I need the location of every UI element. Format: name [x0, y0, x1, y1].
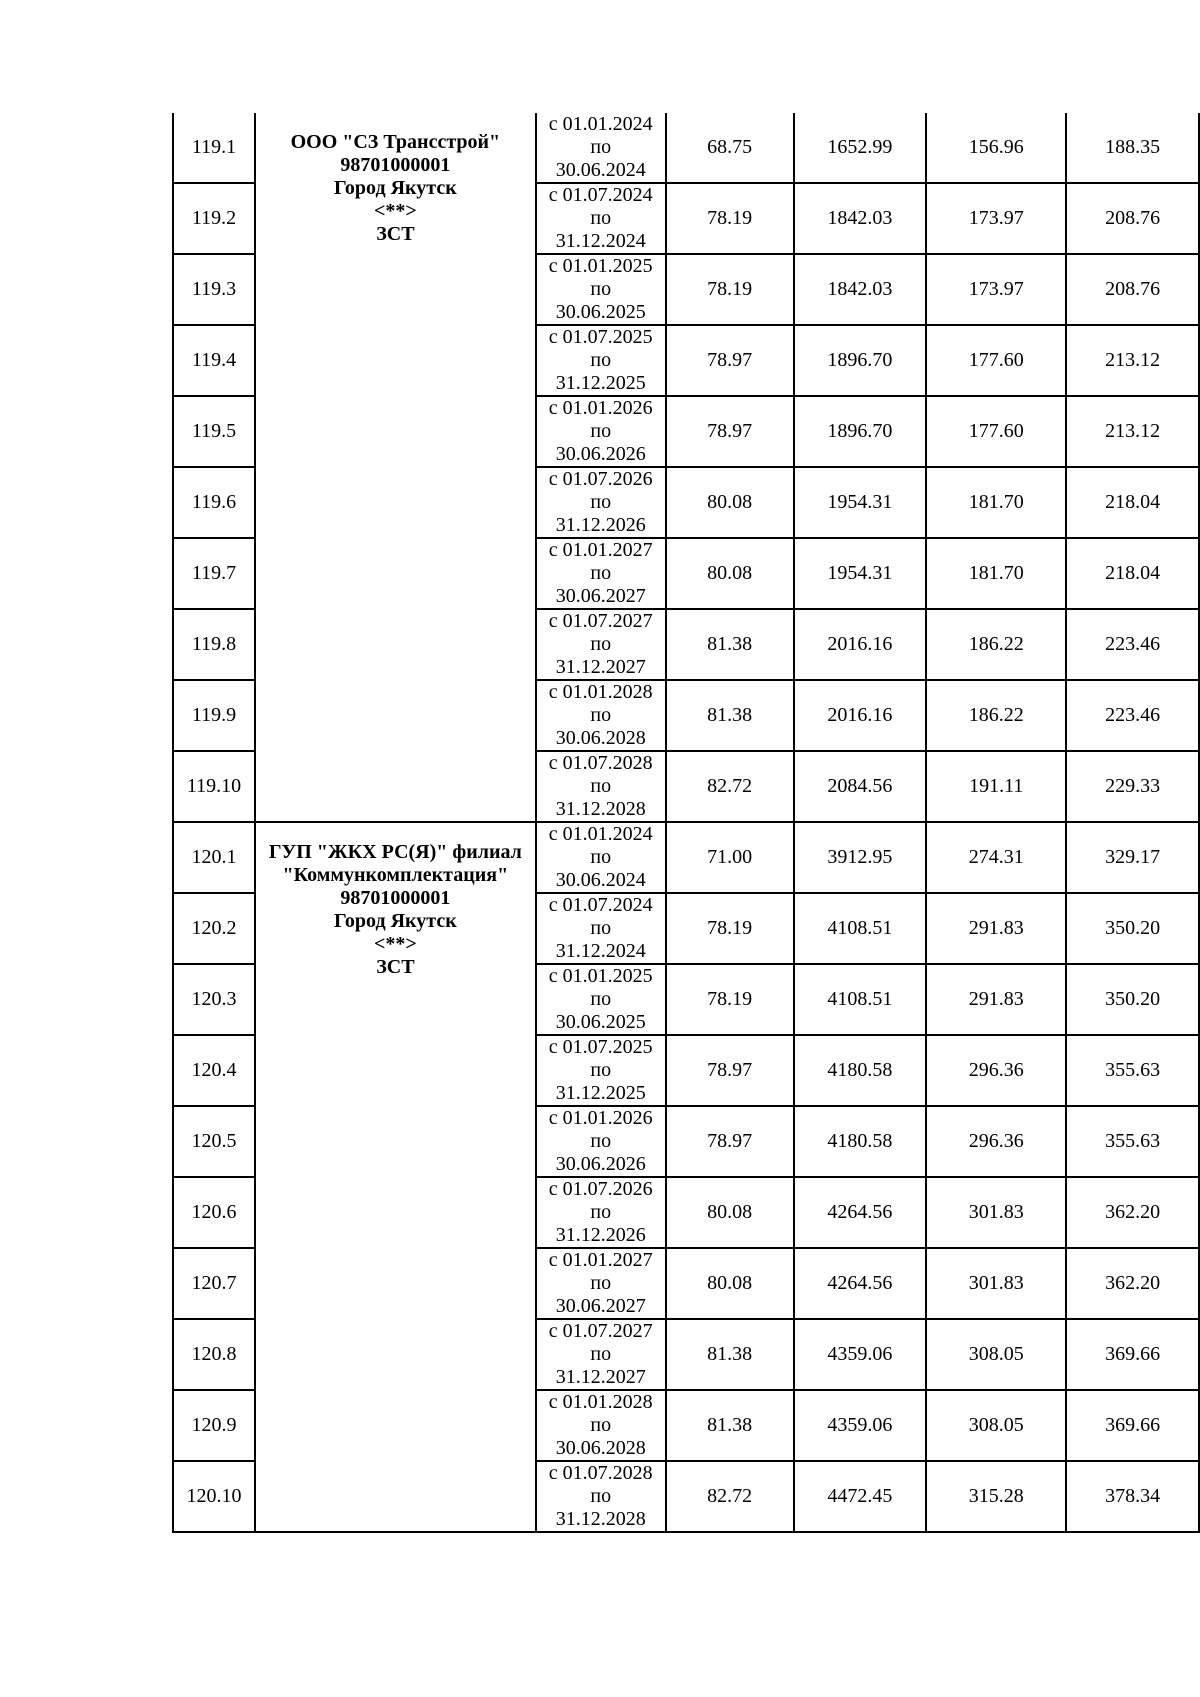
value-cell-2: 1842.03	[794, 183, 927, 254]
value-cell-3: 308.05	[926, 1319, 1066, 1390]
value-cell-4: 229.33	[1066, 751, 1199, 822]
row-number-cell: 120.10	[173, 1461, 255, 1532]
value-cell-3: 296.36	[926, 1035, 1066, 1106]
period-cell: с 01.01.2026 по 30.06.2026	[536, 396, 666, 467]
row-number-cell: 119.4	[173, 325, 255, 396]
period-cell: с 01.01.2024 по 30.06.2024	[536, 113, 666, 183]
value-cell-2: 4359.06	[794, 1319, 927, 1390]
value-cell-3: 181.70	[926, 538, 1066, 609]
period-cell: с 01.07.2024 по 31.12.2024	[536, 893, 666, 964]
value-cell-4: 369.66	[1066, 1390, 1199, 1461]
row-number-cell: 120.8	[173, 1319, 255, 1390]
row-number-cell: 119.6	[173, 467, 255, 538]
value-cell-3: 308.05	[926, 1390, 1066, 1461]
value-cell-3: 173.97	[926, 254, 1066, 325]
row-number-cell: 119.8	[173, 609, 255, 680]
value-cell-1: 81.38	[666, 680, 794, 751]
value-cell-2: 4264.56	[794, 1177, 927, 1248]
value-cell-4: 218.04	[1066, 538, 1199, 609]
value-cell-4: 350.20	[1066, 964, 1199, 1035]
value-cell-3: 181.70	[926, 467, 1066, 538]
row-number-cell: 120.5	[173, 1106, 255, 1177]
value-cell-2: 3912.95	[794, 822, 927, 893]
value-cell-1: 78.97	[666, 1035, 794, 1106]
table-row	[173, 822, 1199, 893]
value-cell-3: 177.60	[926, 325, 1066, 396]
organization-cell	[255, 113, 536, 822]
value-cell-1: 78.97	[666, 325, 794, 396]
row-number-cell: 120.2	[173, 893, 255, 964]
row-number-cell: 119.7	[173, 538, 255, 609]
value-cell-2: 1896.70	[794, 325, 927, 396]
value-cell-1: 80.08	[666, 538, 794, 609]
value-cell-4: 213.12	[1066, 325, 1199, 396]
value-cell-2: 4180.58	[794, 1035, 927, 1106]
value-cell-3: 186.22	[926, 680, 1066, 751]
value-cell-4: 218.04	[1066, 467, 1199, 538]
organization-name: ГУП "ЖКХ РС(Я)" филиал "Коммункомплектация" 98701000001 Город Якутск <**> ЗСТ	[268, 841, 522, 978]
period-cell: с 01.07.2025 по 31.12.2025	[536, 325, 666, 396]
value-cell-4: 350.20	[1066, 893, 1199, 964]
value-cell-2: 2016.16	[794, 680, 927, 751]
row-number-cell: 120.6	[173, 1177, 255, 1248]
value-cell-2: 2016.16	[794, 609, 927, 680]
value-cell-4: 355.63	[1066, 1106, 1199, 1177]
value-cell-3: 191.11	[926, 751, 1066, 822]
value-cell-4: 213.12	[1066, 396, 1199, 467]
row-number-cell: 119.1	[173, 113, 255, 183]
value-cell-3: 301.83	[926, 1177, 1066, 1248]
value-cell-3: 177.60	[926, 396, 1066, 467]
value-cell-2: 4359.06	[794, 1390, 927, 1461]
value-cell-1: 80.08	[666, 1248, 794, 1319]
row-number-cell: 119.2	[173, 183, 255, 254]
period-cell: с 01.07.2027 по 31.12.2027	[536, 609, 666, 680]
period-cell: с 01.07.2026 по 31.12.2026	[536, 1177, 666, 1248]
row-number-cell: 120.9	[173, 1390, 255, 1461]
value-cell-3: 186.22	[926, 609, 1066, 680]
period-cell: с 01.07.2024 по 31.12.2024	[536, 183, 666, 254]
value-cell-2: 2084.56	[794, 751, 927, 822]
value-cell-4: 329.17	[1066, 822, 1199, 893]
value-cell-4: 362.20	[1066, 1248, 1199, 1319]
value-cell-1: 80.08	[666, 1177, 794, 1248]
value-cell-4: 223.46	[1066, 680, 1199, 751]
value-cell-3: 291.83	[926, 893, 1066, 964]
value-cell-1: 81.38	[666, 609, 794, 680]
value-cell-3: 156.96	[926, 113, 1066, 183]
value-cell-1: 78.97	[666, 396, 794, 467]
value-cell-3: 291.83	[926, 964, 1066, 1035]
period-cell: с 01.07.2027 по 31.12.2027	[536, 1319, 666, 1390]
row-number-cell: 120.4	[173, 1035, 255, 1106]
value-cell-2: 1896.70	[794, 396, 927, 467]
value-cell-1: 71.00	[666, 822, 794, 893]
period-cell: с 01.07.2026 по 31.12.2026	[536, 467, 666, 538]
value-cell-4: 223.46	[1066, 609, 1199, 680]
value-cell-2: 4108.51	[794, 964, 927, 1035]
period-cell: с 01.01.2027 по 30.06.2027	[536, 538, 666, 609]
value-cell-3: 301.83	[926, 1248, 1066, 1319]
value-cell-1: 68.75	[666, 113, 794, 183]
row-number-cell: 119.3	[173, 254, 255, 325]
period-cell: с 01.01.2027 по 30.06.2027	[536, 1248, 666, 1319]
value-cell-4: 208.76	[1066, 254, 1199, 325]
period-cell: с 01.07.2028 по 31.12.2028	[536, 1461, 666, 1532]
value-cell-4: 208.76	[1066, 183, 1199, 254]
value-cell-1: 81.38	[666, 1319, 794, 1390]
row-number-cell: 119.5	[173, 396, 255, 467]
value-cell-1: 81.38	[666, 1390, 794, 1461]
value-cell-4: 188.35	[1066, 113, 1199, 183]
row-number-cell: 120.3	[173, 964, 255, 1035]
value-cell-1: 80.08	[666, 467, 794, 538]
organization-cell	[255, 822, 536, 1532]
value-cell-3: 274.31	[926, 822, 1066, 893]
row-number-cell: 120.7	[173, 1248, 255, 1319]
value-cell-3: 173.97	[926, 183, 1066, 254]
value-cell-2: 1842.03	[794, 254, 927, 325]
value-cell-4: 355.63	[1066, 1035, 1199, 1106]
value-cell-1: 78.19	[666, 254, 794, 325]
value-cell-2: 4108.51	[794, 893, 927, 964]
value-cell-4: 369.66	[1066, 1319, 1199, 1390]
period-cell: с 01.07.2025 по 31.12.2025	[536, 1035, 666, 1106]
period-cell: с 01.01.2025 по 30.06.2025	[536, 964, 666, 1035]
value-cell-3: 296.36	[926, 1106, 1066, 1177]
period-cell: с 01.01.2028 по 30.06.2028	[536, 680, 666, 751]
value-cell-2: 1954.31	[794, 538, 927, 609]
value-cell-2: 1652.99	[794, 113, 927, 183]
value-cell-4: 362.20	[1066, 1177, 1199, 1248]
period-cell: с 01.01.2024 по 30.06.2024	[536, 822, 666, 893]
table-row	[173, 113, 1199, 183]
value-cell-1: 82.72	[666, 751, 794, 822]
value-cell-2: 4472.45	[794, 1461, 927, 1532]
row-number-cell: 119.9	[173, 680, 255, 751]
value-cell-1: 78.97	[666, 1106, 794, 1177]
value-cell-2: 4180.58	[794, 1106, 927, 1177]
period-cell: с 01.01.2026 по 30.06.2026	[536, 1106, 666, 1177]
value-cell-1: 82.72	[666, 1461, 794, 1532]
value-cell-1: 78.19	[666, 893, 794, 964]
row-number-cell: 120.1	[173, 822, 255, 893]
organization-name: ООО "СЗ Трансстрой" 98701000001 Город Якутск <**> ЗСТ	[290, 131, 501, 245]
period-cell: с 01.01.2025 по 30.06.2025	[536, 254, 666, 325]
value-cell-1: 78.19	[666, 964, 794, 1035]
period-cell: с 01.01.2028 по 30.06.2028	[536, 1390, 666, 1461]
value-cell-3: 315.28	[926, 1461, 1066, 1532]
value-cell-1: 78.19	[666, 183, 794, 254]
value-cell-2: 1954.31	[794, 467, 927, 538]
value-cell-2: 4264.56	[794, 1248, 927, 1319]
value-cell-4: 378.34	[1066, 1461, 1199, 1532]
tariff-table	[172, 113, 1200, 1533]
period-cell: с 01.07.2028 по 31.12.2028	[536, 751, 666, 822]
row-number-cell: 119.10	[173, 751, 255, 822]
